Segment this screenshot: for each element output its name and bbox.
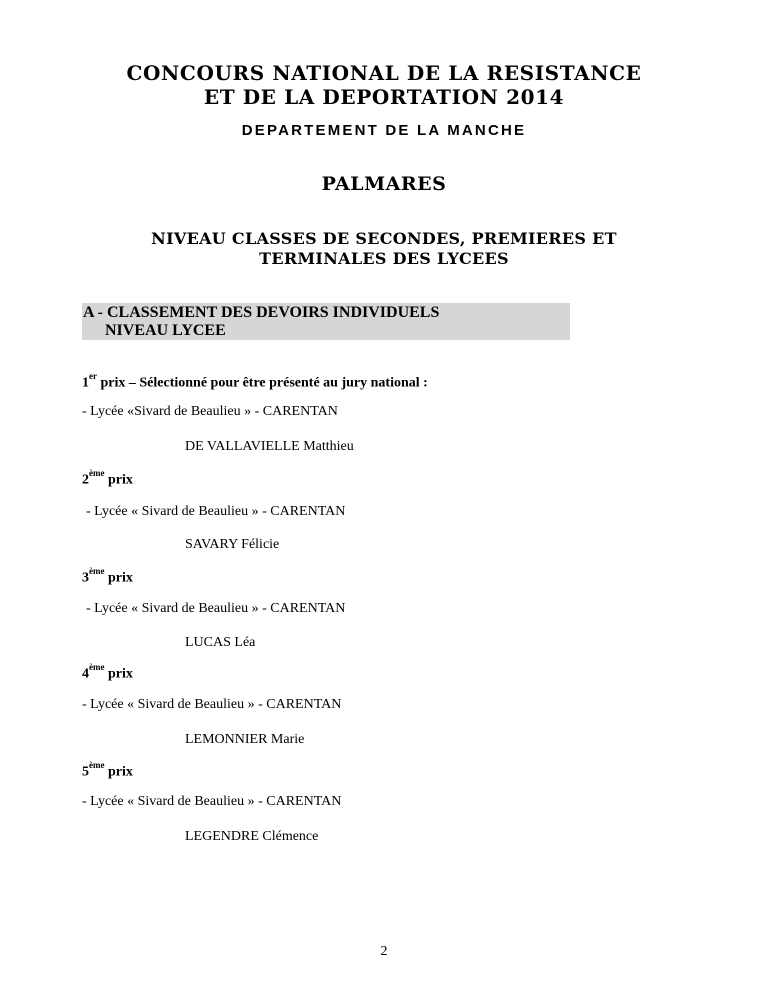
prize-4-heading <box>82 664 133 683</box>
contest-title-line2: ET DE LA DEPORTATION 2014 <box>203 85 565 109</box>
prize-3-school: - Lycée « Sivard de Beaulieu » - CARENTAN <box>86 601 346 616</box>
contest-title-line1: CONCOURS NATIONAL DE LA RESISTANCE <box>126 61 642 85</box>
prize-rank: 2 <box>82 472 89 488</box>
prize-5-school: - Lycée « Sivard de Beaulieu » - CARENTAN <box>82 794 342 809</box>
section-heading-line2: NIVEAU LYCEE <box>105 322 226 339</box>
prize-rank: 5 <box>82 764 89 780</box>
prize-rank-suffix: ème <box>89 566 105 576</box>
prize-label: prix <box>104 764 133 780</box>
prize-label: prix – Sélectionné pour être présenté au jury national : <box>97 375 428 391</box>
prize-rank-suffix: ème <box>89 760 105 770</box>
prize-label: prix <box>104 570 133 586</box>
level-heading-line1: NIVEAU CLASSES DE SECONDES, PREMIERES ET <box>151 229 617 248</box>
prize-label: prix <box>104 472 133 488</box>
prize-1-school: - Lycée «Sivard de Beaulieu » - CARENTAN <box>82 404 338 419</box>
prize-2-school: - Lycée « Sivard de Beaulieu » - CARENTAN <box>86 504 346 519</box>
prize-rank-suffix: ème <box>89 468 105 478</box>
section-heading-line1: A - CLASSEMENT DES DEVOIRS INDIVIDUELS <box>83 304 440 321</box>
prize-rank-suffix: er <box>89 371 97 381</box>
prize-3-heading <box>82 568 133 587</box>
prize-5-student: LEGENDRE Clémence <box>185 829 319 844</box>
level-heading-line2: TERMINALES DES LYCEES <box>259 249 509 268</box>
department-heading: DEPARTEMENT DE LA MANCHE <box>241 122 527 139</box>
prize-rank: 1 <box>82 375 89 391</box>
prize-4-school: - Lycée « Sivard de Beaulieu » - CARENTAN <box>82 697 342 712</box>
prize-5-heading <box>82 762 133 781</box>
prize-3-student: LUCAS Léa <box>185 635 256 650</box>
prize-rank-suffix: ème <box>89 662 105 672</box>
prize-label: prix <box>104 666 133 682</box>
prize-1-heading <box>82 373 428 392</box>
prize-4-student: LEMONNIER Marie <box>185 732 305 747</box>
prize-rank: 4 <box>82 666 89 682</box>
prize-rank: 3 <box>82 570 89 586</box>
palmares-heading: PALMARES <box>321 173 447 195</box>
prize-2-heading <box>82 470 133 489</box>
page-number: 2 <box>380 944 388 959</box>
prize-2-student: SAVARY Félicie <box>185 537 280 552</box>
prize-1-student: DE VALLAVIELLE Matthieu <box>185 439 354 454</box>
